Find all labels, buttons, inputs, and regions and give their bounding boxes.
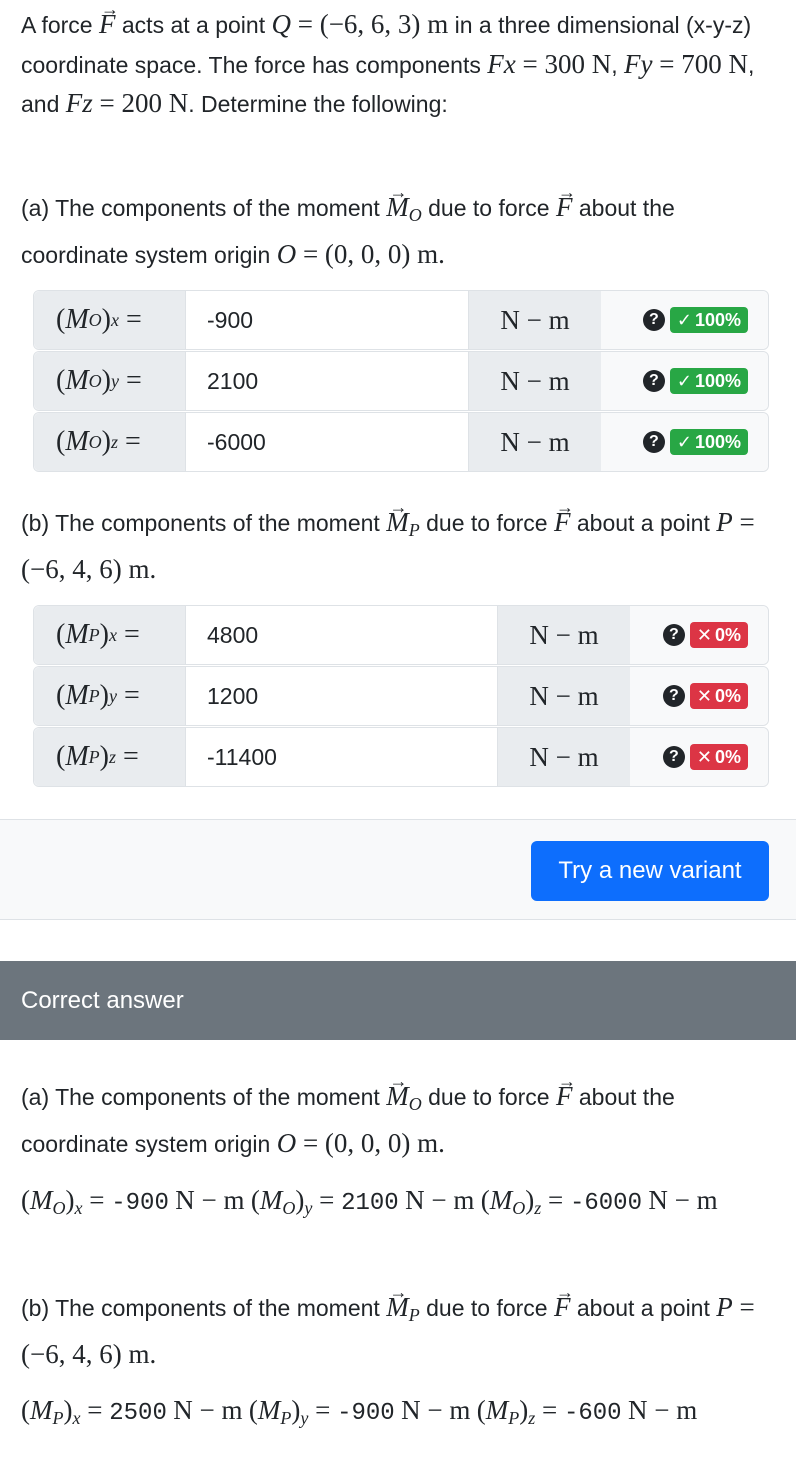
- input-row-z: [33, 727, 769, 787]
- answer-value: 2500: [109, 1400, 167, 1427]
- x-icon: ✕: [696, 746, 712, 767]
- answer-value: -6000: [569, 1190, 642, 1217]
- component-label: ( M O ) z =: [34, 413, 186, 471]
- answer-component-x: $(M_O)_x$ =: [21, 1185, 112, 1218]
- x-icon: ✕: [696, 624, 712, 645]
- answer-value: -900: [337, 1400, 395, 1427]
- unit-label: N − m: [497, 667, 631, 725]
- answer-part-b-values: [21, 1389, 781, 1439]
- question-circle-icon[interactable]: ?: [643, 370, 665, 392]
- answer-part-a-values: [21, 1179, 781, 1229]
- answer-value: 2100: [341, 1190, 399, 1217]
- component-label: ( M P ) x =: [34, 606, 186, 664]
- question-circle-icon[interactable]: ?: [663, 685, 685, 707]
- grading-status: [601, 352, 768, 410]
- check-icon: ✓: [676, 370, 692, 391]
- answer-unit: N − m: [175, 1185, 245, 1215]
- answer-unit: N − m: [648, 1185, 718, 1215]
- score-badge: ✓ 100%: [670, 429, 748, 455]
- answer-input[interactable]: -11400: [207, 743, 277, 770]
- answer-component-z: $(M_O)_z$ =: [480, 1185, 570, 1218]
- part-b-prompt: (b) The components of the moment → $M_P$ due to force → F about a point P = (−6, 4, 6) m.: [21, 503, 781, 589]
- question-circle-icon[interactable]: ?: [643, 309, 665, 331]
- answer-input[interactable]: 2100: [207, 367, 259, 394]
- check-icon: ✓: [676, 309, 692, 330]
- question-circle-icon[interactable]: ?: [643, 431, 665, 453]
- answer-input[interactable]: 4800: [207, 621, 259, 648]
- input-row-y: [33, 351, 769, 411]
- answer-unit: N − m: [401, 1395, 471, 1425]
- score-badge: ✕ 0%: [690, 744, 748, 770]
- answer-unit: N − m: [627, 1395, 698, 1425]
- check-icon: ✓: [676, 431, 692, 452]
- unit-label: N − m: [468, 291, 602, 349]
- grading-status: [601, 413, 768, 471]
- answer-component-y: $(M_O)_y$ =: [250, 1185, 342, 1218]
- grading-status: [630, 667, 768, 725]
- answer-input[interactable]: -6000: [207, 428, 266, 455]
- component-label: ( M O ) y =: [34, 352, 186, 410]
- part-a-input-table: [33, 290, 769, 473]
- unit-label: N − m: [468, 352, 602, 410]
- unit-label: N − m: [468, 413, 602, 471]
- question-circle-icon[interactable]: ?: [663, 746, 685, 768]
- component-label: ( M P ) z =: [34, 728, 186, 786]
- answer-part-b-prompt: (b) The components of the moment → $M_P$ due to force → F about a point P = (−6, 4, 6) m.: [21, 1288, 781, 1374]
- unit-label: N − m: [497, 728, 631, 786]
- input-row-z: [33, 412, 769, 472]
- part-a-prompt: (a) The components of the moment → $M_O$ due to force → F about the coordinate system origin O = (0, 0, 0) m.: [21, 188, 781, 274]
- try-new-variant-button[interactable]: Try a new variant: [531, 841, 769, 901]
- part-b-input-table: [33, 605, 769, 788]
- answer-component-y: $(M_P)_y$ =: [248, 1395, 338, 1428]
- force-vector-symbol: → F: [99, 5, 116, 44]
- question-circle-icon[interactable]: ?: [663, 624, 685, 646]
- input-row-x: [33, 290, 769, 350]
- grading-status: [630, 728, 768, 786]
- answer-part-a-prompt: (a) The components of the moment → $M_O$ due to force → F about the coordinate system origin O = (0, 0, 0) m.: [21, 1077, 781, 1163]
- input-row-x: [33, 605, 769, 665]
- answer-input[interactable]: -900: [207, 306, 254, 333]
- grading-status: [630, 606, 768, 664]
- answer-component-x: $(M_P)_x$ =: [21, 1395, 110, 1428]
- answer-unit: N − m: [173, 1395, 243, 1425]
- unit-label: N − m: [497, 606, 631, 664]
- score-badge: ✓ 100%: [670, 368, 748, 394]
- answer-value: -600: [563, 1400, 622, 1427]
- component-label: ( M P ) y =: [34, 667, 186, 725]
- grading-status: [601, 291, 768, 349]
- answer-input[interactable]: 1200: [207, 682, 259, 709]
- component-label: ( M O ) x =: [34, 291, 186, 349]
- answer-unit: N − m: [405, 1185, 475, 1215]
- input-row-y: [33, 666, 769, 726]
- question-text: A force → F acts at a point Q = (−6, 6, 3) m in a three dimensional (x-y-z) coordinate space. The force has components Fx = 300 N, Fy = 700 N, and Fz = 200 N. Determine the following:: [21, 5, 781, 124]
- question-footer: [0, 819, 796, 920]
- correct-answer-header: Correct answer: [0, 961, 796, 1040]
- x-icon: ✕: [696, 685, 712, 706]
- score-badge: ✓ 100%: [670, 307, 748, 333]
- score-badge: ✕ 0%: [690, 683, 748, 709]
- answer-component-z: $(M_P)_z$ =: [476, 1395, 564, 1428]
- score-badge: ✕ 0%: [690, 622, 748, 648]
- answer-value: -900: [111, 1190, 169, 1217]
